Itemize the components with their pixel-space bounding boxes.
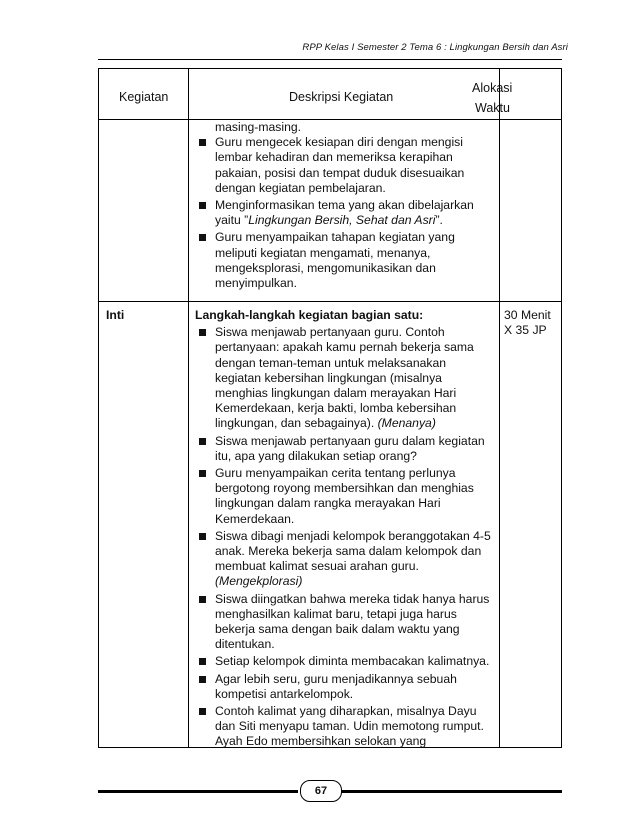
lesson-table (98, 68, 562, 748)
theme-title: Lingkungan Bersih, Sehat dan Asri (248, 213, 436, 228)
row2-kegiatan: Inti (106, 308, 125, 322)
row2-waktu (504, 308, 551, 338)
list-item: Guru mengecek kesiapan diri dengan mengisi lembar kehadiran dan memeriksa kerapihan pakaian, posisi dan tempat duduk disesuaikan dengan kegiatan pembelajaran. (195, 135, 495, 196)
waktu-line-1: 30 Menit (504, 308, 551, 322)
square-bullet-icon (199, 658, 206, 665)
column-divider-2 (499, 69, 500, 747)
tag-menanya: (Menanya) (377, 416, 436, 431)
list-item: Agar lebih seru, guru menjadikannya sebuah kompetisi antarkelompok. (195, 672, 495, 702)
header-deskripsi: Deskripsi Kegiatan (289, 90, 394, 104)
row2-description (195, 308, 495, 752)
square-bullet-icon (199, 438, 206, 445)
header-kegiatan: Kegiatan (119, 90, 169, 104)
header-rule (98, 59, 562, 60)
square-bullet-icon (199, 329, 206, 336)
footer-rule-right (340, 790, 562, 793)
list-item: Siswa diingatkan bahwa mereka tidak hanya harus menghasilkan kalimat baru, tetapi juga harus bekerja sama dengan baik dalam waktu yang ditentukan. (195, 592, 495, 653)
tag-mengeksplorasi: (Mengekplorasi) (215, 574, 303, 589)
list-item: Contoh kalimat yang diharapkan, misalnya Dayu dan Siti menyapu taman. Udin memotong rumput. Ayah Edo membersihkan selokan yang (195, 704, 495, 750)
list-item: Menginformasikan tema yang akan dibelajarkan yaitu ”Lingkungan Bersih, Sehat dan Asri”. (195, 198, 495, 228)
row1-description (195, 120, 495, 293)
footer-rule-left (98, 790, 298, 793)
row1-bullet-list (195, 135, 495, 291)
square-bullet-icon (199, 202, 206, 209)
row1-continuation: masing-masing. (215, 120, 302, 134)
list-item: Siswa menjawab pertanyaan guru. Contoh pertanyaan: apakah kamu pernah bekerja sama dengan teman-teman untuk melaksanakan kegiatan kebersihan lingkungan (misalnya menghias lingkungan dalam merayakan Hari Kemerdekaan, kerja bakti, lomba kebersihan lingkungan, dan sebagainya). (Menanya) (195, 325, 495, 431)
list-item: Guru menyampaikan tahapan kegiatan yang meliputi kegiatan mengamati, menanya, mengeksplorasi, mengomunikasikan dan menyimpulkan. (195, 230, 495, 291)
running-header: RPP Kelas I Semester 2 Tema 6 : Lingkungan Bersih dan Asri (302, 42, 568, 53)
list-item: Setiap kelompok diminta membacakan kalimatnya. (195, 654, 495, 669)
square-bullet-icon (199, 708, 206, 715)
header-alokasi: Alokasi (472, 81, 513, 95)
page-number: 67 (300, 780, 342, 802)
row-divider (99, 301, 561, 302)
square-bullet-icon (199, 533, 206, 540)
square-bullet-icon (199, 676, 206, 683)
list-item: Siswa dibagi menjadi kelompok beranggotakan 4-5 anak. Mereka bekerja sama dalam kelompok dan membuat kalimat sesuai arahan guru. (Mengekplorasi) (195, 529, 495, 590)
row2-bullet-list (195, 325, 495, 749)
square-bullet-icon (199, 234, 206, 241)
square-bullet-icon (199, 596, 206, 603)
header-waktu: Waktu (475, 101, 510, 115)
list-item: Siswa menjawab pertanyaan guru dalam kegiatan itu, apa yang dilakukan setiap orang? (195, 434, 495, 464)
list-item: Guru menyampaikan cerita tentang perlunya bergotong royong membersihkan dan menghias lingkungan dalam rangka merayakan Hari Kemerdekaan. (195, 466, 495, 527)
square-bullet-icon (199, 139, 206, 146)
row2-heading: Langkah-langkah kegiatan bagian satu: (195, 308, 424, 322)
square-bullet-icon (199, 470, 206, 477)
waktu-line-2: X 35 JP (504, 323, 547, 338)
header-alokasi-waktu (472, 78, 512, 118)
column-divider-1 (188, 69, 189, 747)
